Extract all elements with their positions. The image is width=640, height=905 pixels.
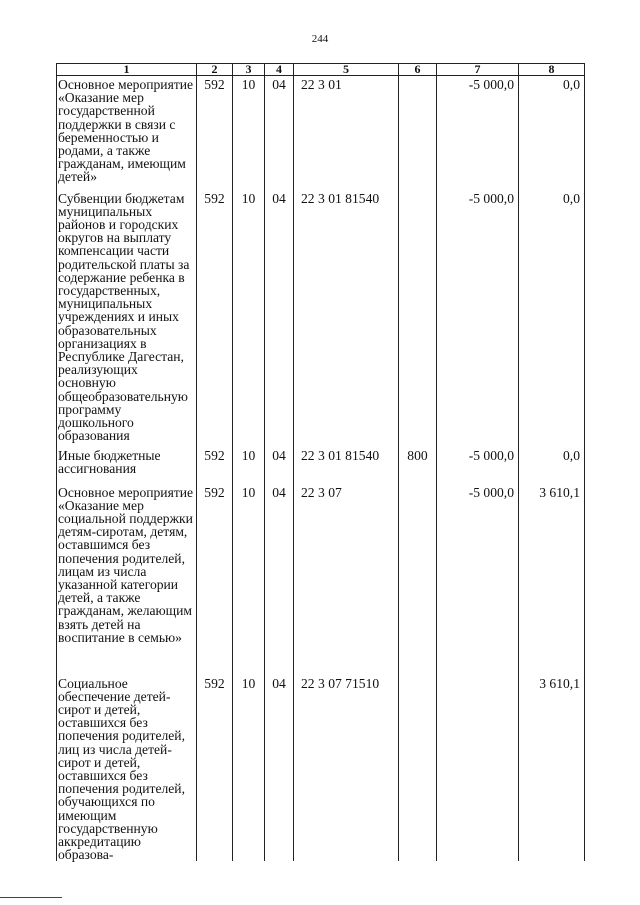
header-row [57, 64, 585, 76]
table-row [57, 484, 585, 675]
header-col-3: 3 [233, 64, 265, 76]
row-cell-5: 22 3 01 [294, 76, 399, 190]
row-name: Социальное обеспечение детей-сирот и детей, оставшихся без попечения родителей, лиц из числа детей-сирот и детей, оставшихся без попечения родителей, обучающихся по имеющим государственную аккредитацию образова- [57, 675, 197, 862]
row-name: Основное мероприятие «Оказание мер государственной поддержки в связи с беременностью и родами, а также гражданам, имеющим детей» [57, 76, 197, 190]
row-cell-3: 10 [233, 190, 265, 447]
row-cell-4: 04 [265, 675, 294, 862]
header-col-6: 6 [399, 64, 437, 76]
row-cell-3: 10 [233, 76, 265, 190]
row-cell-7: -5 000,0 [437, 190, 519, 447]
row-cell-7: -5 000,0 [437, 447, 519, 484]
row-cell-4: 04 [265, 447, 294, 484]
row-name: Основное мероприятие «Оказание мер социальной поддержки детям-сиротам, детям, оставшимся без попечения родителей, лицам из числа указанной категории детей, а также гражданам, желающим взять детей на воспитание в семью» [57, 484, 197, 675]
row-cell-7: -5 000,0 [437, 76, 519, 190]
row-name: Иные бюджетные ассигнования [57, 447, 197, 484]
row-cell-8: 0,0 [519, 447, 585, 484]
table-row [57, 76, 585, 190]
row-cell-5: 22 3 07 [294, 484, 399, 675]
footnote-divider [0, 897, 62, 898]
header-col-2: 2 [197, 64, 233, 76]
row-cell-8: 3 610,1 [519, 675, 585, 862]
header-col-5: 5 [294, 64, 399, 76]
row-cell-5: 22 3 01 81540 [294, 190, 399, 447]
row-cell-3: 10 [233, 675, 265, 862]
row-cell-4: 04 [265, 190, 294, 447]
header-col-7: 7 [437, 64, 519, 76]
row-cell-2: 592 [197, 675, 233, 862]
header-col-8: 8 [519, 64, 585, 76]
page-number: 244 [311, 33, 329, 45]
row-cell-6 [399, 675, 437, 862]
header-col-1: 1 [57, 64, 197, 76]
row-cell-6 [399, 190, 437, 447]
row-cell-7: -5 000,0 [437, 484, 519, 675]
row-cell-3: 10 [233, 447, 265, 484]
row-cell-2: 592 [197, 447, 233, 484]
row-name: Субвенции бюджетам муниципальных районов и городских округов на выплату компенсации части родительской платы за содержание ребенка в государственных, муниципальных учреждениях и иных образовательных организациях в Республике Дагестан, реализующих основную общеобразовательную программу дошкольного образования [57, 190, 197, 447]
row-cell-5: 22 3 01 81540 [294, 447, 399, 484]
row-cell-2: 592 [197, 484, 233, 675]
header-col-4: 4 [265, 64, 294, 76]
row-cell-8: 0,0 [519, 76, 585, 190]
table-row [57, 190, 585, 447]
row-cell-4: 04 [265, 76, 294, 190]
row-cell-5: 22 3 07 71510 [294, 675, 399, 862]
row-cell-6: 800 [399, 447, 437, 484]
budget-table [56, 63, 585, 861]
row-cell-8: 0,0 [519, 190, 585, 447]
row-cell-6 [399, 76, 437, 190]
row-cell-2: 592 [197, 190, 233, 447]
row-cell-8: 3 610,1 [519, 484, 585, 675]
table-row [57, 675, 585, 862]
row-cell-2: 592 [197, 76, 233, 190]
row-cell-7 [437, 675, 519, 862]
table-row [57, 447, 585, 484]
row-cell-4: 04 [265, 484, 294, 675]
row-cell-6 [399, 484, 437, 675]
row-cell-3: 10 [233, 484, 265, 675]
